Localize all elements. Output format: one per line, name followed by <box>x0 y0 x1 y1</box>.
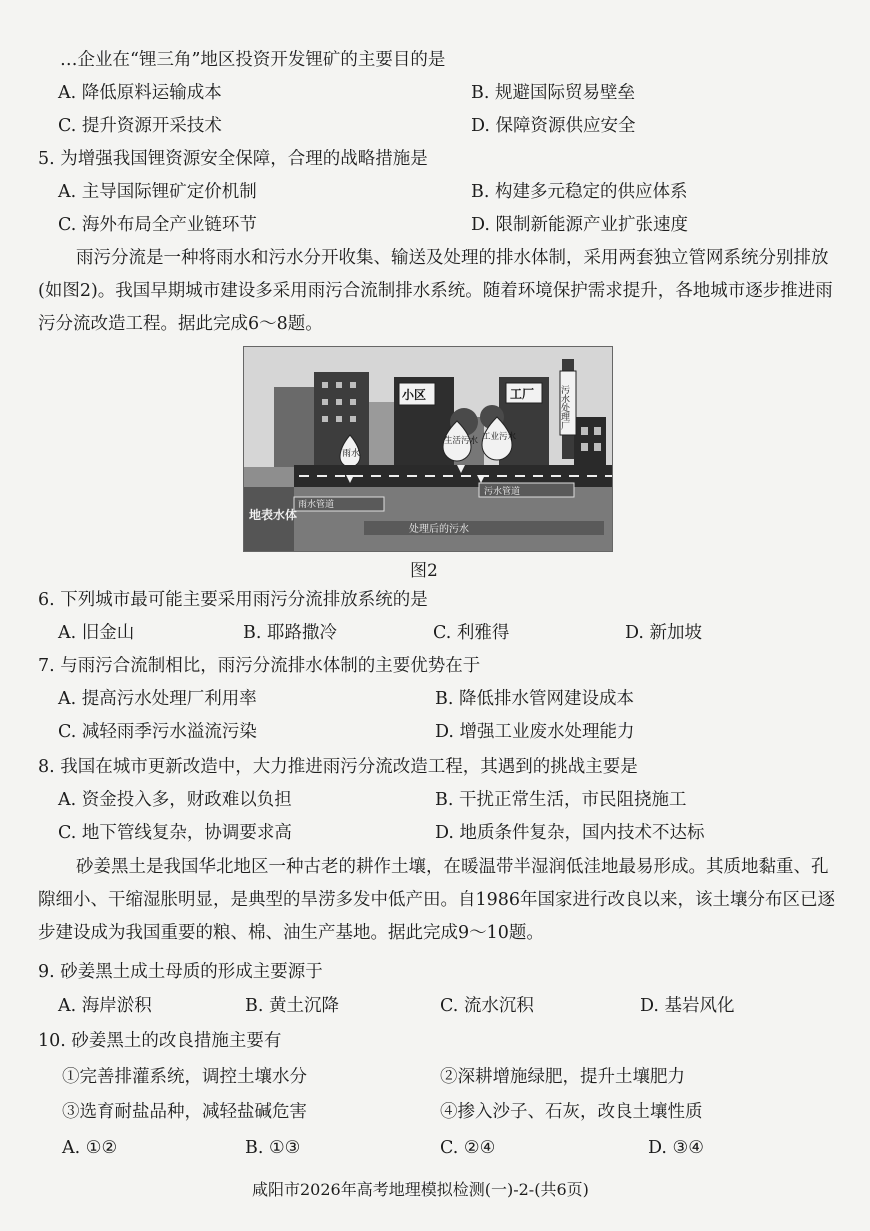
q7-option-c: C. 减轻雨季污水溢流污染 <box>58 722 257 742</box>
q10-statement-2: ②深耕增施绿肥，提升土壤肥力 <box>440 1067 685 1087</box>
q5-option-b: B. 构建多元稳定的供应体系 <box>471 182 688 202</box>
q4-option-d: D. 保障资源供应安全 <box>471 116 636 136</box>
building-icon <box>369 402 397 467</box>
q10-option-a: A. ①② <box>62 1138 118 1158</box>
q10-option-b: B. ①③ <box>245 1138 301 1158</box>
q7-option-b: B. 降低排水管网建设成本 <box>435 689 634 709</box>
q4-option-a: A. 降低原料运输成本 <box>58 83 222 103</box>
q8-option-b: B. 干扰正常生活，市民阻挠施工 <box>435 790 687 810</box>
q10-statement-4: ④掺入沙子、石灰，改良土壤性质 <box>440 1102 703 1122</box>
passage-rain-sewage: 雨污分流是一种将雨水和污水分开收集、输送及处理的排水体制，采用两套独立管网系统分别排放(如图2)。我国早期城市建设多采用雨污合流制排水系统。随着环境保护需求提升，各地城市逐步推进雨污分流改造工程。据此完成6～8题。 <box>38 248 833 334</box>
q6-option-d: D. 新加坡 <box>625 623 703 643</box>
q5-stem: 5. 为增强我国锂资源安全保障，合理的战略措施是 <box>38 149 428 169</box>
page-footer: 咸阳市2026年高考地理模拟检测(一)-2-(共6页) <box>252 1180 589 1199</box>
q10-stem: 10. 砂姜黑土的改良措施主要有 <box>38 1031 282 1051</box>
label-sewer-pipe: 污水管道 <box>484 487 521 497</box>
q8-option-d: D. 地质条件复杂，国内技术不达标 <box>435 823 705 843</box>
label-community: 小区 <box>402 388 427 402</box>
treatment-plant-icon <box>574 417 606 467</box>
q10-statement-1: ①完善排灌系统，调控土壤水分 <box>62 1067 307 1087</box>
q8-stem: 8. 我国在城市更新改造中，大力推进雨污分流改造工程，其遇到的挑战主要是 <box>38 757 638 777</box>
q10-option-d: D. ③④ <box>648 1138 704 1158</box>
treated-pipe <box>364 521 604 535</box>
label-water-body: 地表水体 <box>249 508 298 522</box>
q10-option-c: C. ②④ <box>440 1138 496 1158</box>
label-storm-pipe: 雨水管道 <box>298 500 335 510</box>
q10-statement-3: ③选育耐盐品种，减轻盐碱危害 <box>62 1102 307 1122</box>
q6-option-a: A. 旧金山 <box>58 623 135 643</box>
q6-stem: 6. 下列城市最可能主要采用雨污分流排放系统的是 <box>38 590 428 610</box>
q7-stem: 7. 与雨污合流制相比，雨污分流排水体制的主要优势在于 <box>38 656 481 676</box>
q4-option-c: C. 提升资源开采技术 <box>58 116 222 136</box>
q6-option-b: B. 耶路撒冷 <box>243 623 337 643</box>
q4-stem: …企业在“锂三角”地区投资开发锂矿的主要目的是 <box>60 50 446 70</box>
q9-option-d: D. 基岩风化 <box>640 996 735 1016</box>
building-icon <box>274 387 314 467</box>
label-industrial: 工业污水 <box>482 432 517 442</box>
passage-shajiang-soil: 砂姜黑土是我国华北地区一种古老的耕作土壤，在暖温带半湿润低洼地最易形成。其质地黏重、孔隙细小、干缩湿胀明显，是典型的旱涝多发中低产田。自1986年国家进行改良以来，该土壤分布区已逐步建设成为我国重要的粮、棉、油生产基地。据此完成9～10题。 <box>38 857 836 943</box>
label-treated: 处理后的污水 <box>409 524 469 535</box>
q5-option-d: D. 限制新能源产业扩张速度 <box>471 215 689 235</box>
label-factory: 工厂 <box>510 387 535 401</box>
q8-option-a: A. 资金投入多，财政难以负担 <box>58 790 292 810</box>
figure-2-drainage-diagram <box>243 346 613 552</box>
label-plant: 污水处理厂 <box>559 385 569 430</box>
q5-option-a: A. 主导国际锂矿定价机制 <box>58 182 257 202</box>
q9-stem: 9. 砂姜黑土成土母质的形成主要源于 <box>38 962 323 982</box>
label-domestic: 生活污水 <box>444 436 479 446</box>
q7-option-d: D. 增强工业废水处理能力 <box>435 722 635 742</box>
q4-option-b: B. 规避国际贸易壁垒 <box>471 83 635 103</box>
q9-option-c: C. 流水沉积 <box>440 996 534 1016</box>
q7-option-a: A. 提高污水处理厂利用率 <box>58 689 257 709</box>
q8-option-c: C. 地下管线复杂，协调要求高 <box>58 823 292 843</box>
q9-option-b: B. 黄土沉降 <box>245 996 339 1016</box>
figure-caption: 图2 <box>410 561 438 581</box>
label-rain: 雨水 <box>342 449 361 459</box>
q6-option-c: C. 利雅得 <box>433 623 510 643</box>
q5-option-c: C. 海外布局全产业链环节 <box>58 215 257 235</box>
q9-option-a: A. 海岸淤积 <box>58 996 152 1016</box>
